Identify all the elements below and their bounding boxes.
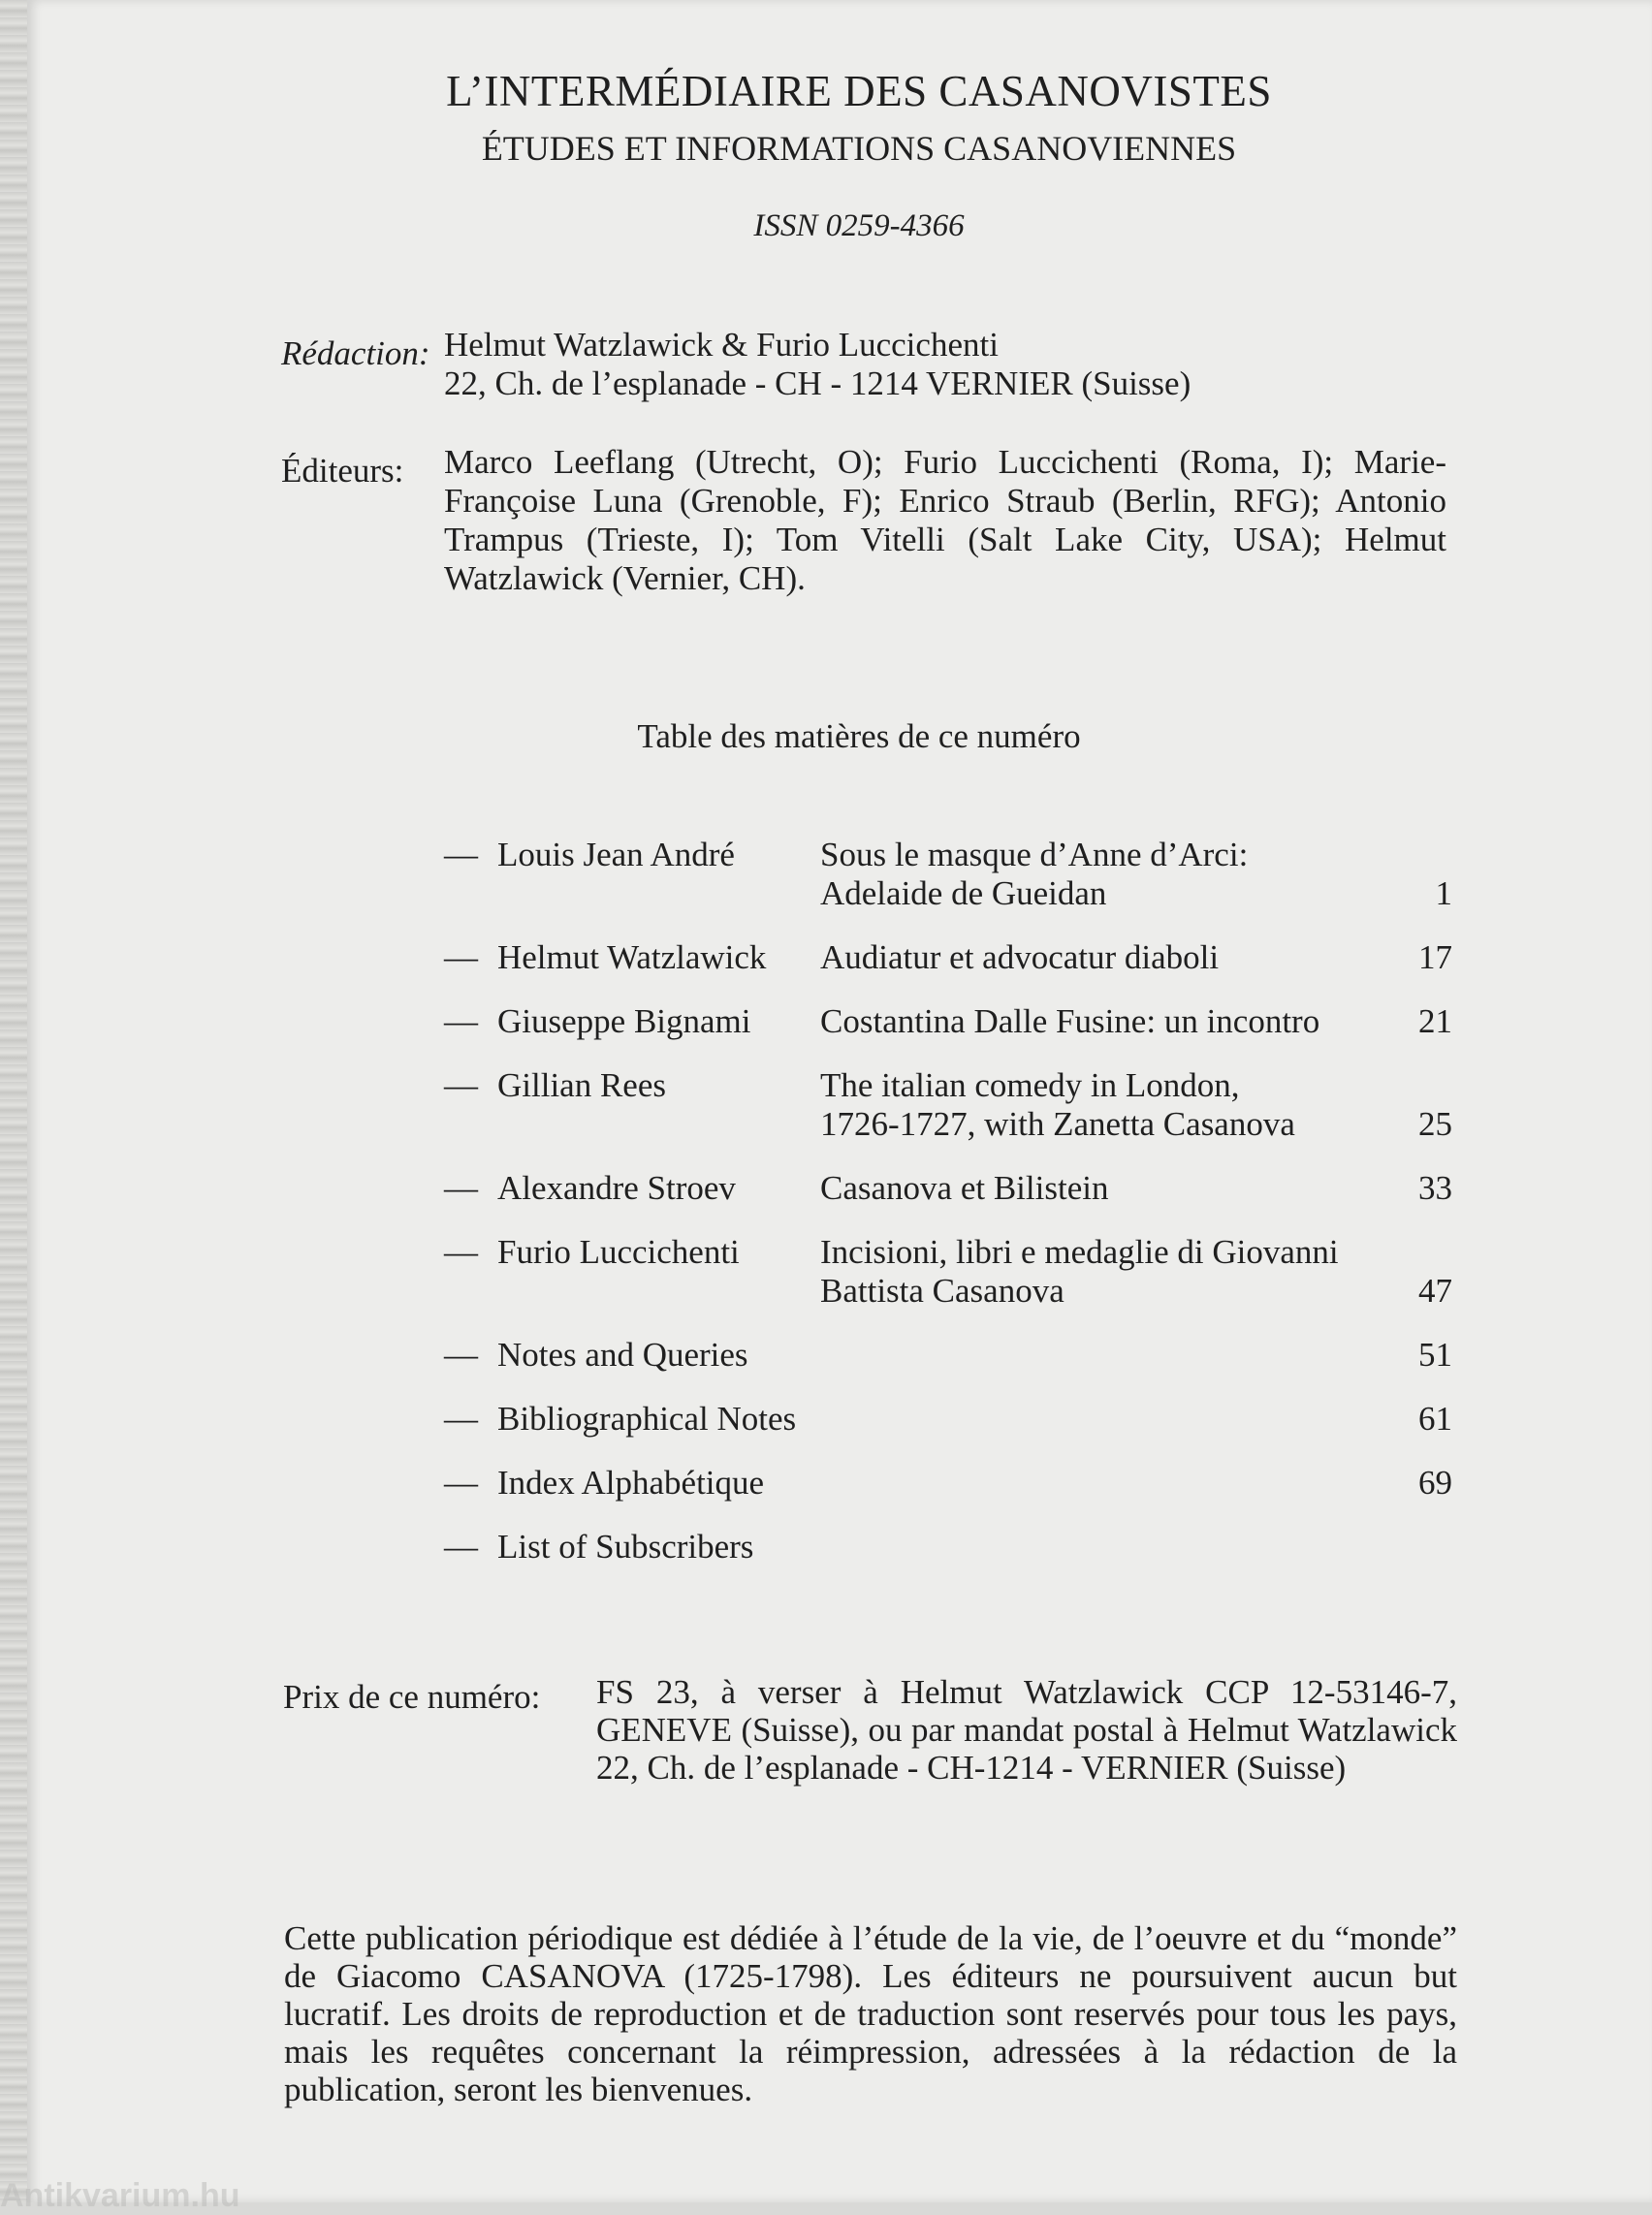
toc-article [820,938,1363,977]
toc-article [820,1169,1363,1208]
toc-dash: — [444,938,478,976]
journal-subtitle: ÉTUDES ET INFORMATIONS CASANOVIENNES [481,129,1237,168]
toc-page-number: 33 [1418,1169,1452,1207]
editeurs-label: Éditeurs: [281,452,404,490]
toc-entry [444,1169,1452,1208]
toc-article-line: Audiatur et advocatur diaboli [820,938,1220,976]
toc-dash: — [444,1528,478,1566]
editeurs-list: Marco Leeflang (Utrecht, O); Furio Luccichenti (Roma, I); Marie-Françoise Luna (Grenoble, F); Enrico Straub (Berlin, RFG); Antonio Trampus (Trieste, I); Tom Vitelli (Salt Lake City, USA); Helmut Watzlawick (Vernier, CH). [444,443,1446,597]
toc-entry [444,1233,1452,1311]
toc-author: Index Alphabétique [497,1464,765,1502]
toc-article [820,836,1363,913]
toc-article [820,1233,1363,1311]
toc-dash: — [444,1002,478,1040]
toc-author: Furio Luccichenti [497,1233,740,1271]
redaction-line-1: Helmut Watzlawick & Furio Luccichenti [444,326,999,364]
toc-article-line: Incisioni, libri e medaglie di Giovanni [820,1233,1339,1271]
prix-label: Prix de ce numéro: [283,1678,541,1716]
toc-article [820,1336,1363,1375]
toc-page-number: 25 [1418,1105,1452,1143]
toc-article-line: 1726-1727, with Zanetta Casanova [820,1105,1295,1143]
redaction-line-2: 22, Ch. de l’esplanade - CH - 1214 VERNIER (Suisse) [444,364,1191,402]
toc-article-line: Adelaide de Gueidan [820,874,1107,912]
toc-article [820,1066,1363,1144]
toc-entry [444,1400,1452,1439]
toc-entry [444,1336,1452,1375]
table-of-contents [444,836,1452,1592]
page-edge [0,0,27,2202]
toc-entry [444,938,1452,977]
toc-author: Giuseppe Bignami [497,1002,751,1040]
toc-entry [444,1066,1452,1144]
issn-number: ISSN 0259-4366 [753,208,965,243]
toc-article-line: Battista Casanova [820,1272,1064,1310]
toc-dash: — [444,1169,478,1207]
watermark: Antikvarium.hu [0,2177,240,2214]
toc-author: Alexandre Stroev [497,1169,736,1207]
toc-author: List of Subscribers [497,1528,754,1566]
toc-article-line: Casanova et Bilistein [820,1169,1109,1207]
toc-article [820,1400,1363,1439]
toc-dash: — [444,1464,478,1502]
toc-dash: — [444,1400,478,1438]
toc-author: Helmut Watzlawick [497,938,767,976]
toc-dash: — [444,1233,478,1271]
toc-author: Gillian Rees [497,1066,666,1104]
toc-dash: — [444,836,478,873]
toc-author: Notes and Queries [497,1336,748,1374]
toc-article [820,1002,1363,1041]
toc-article [820,1528,1363,1566]
toc-page-number: 21 [1418,1002,1452,1040]
toc-article-line: Sous le masque d’Anne d’Arci: [820,836,1249,873]
toc-entry [444,1002,1452,1041]
toc-entry [444,836,1452,913]
toc-dash: — [444,1336,478,1374]
toc-page-number: 1 [1435,874,1452,912]
toc-article [820,1464,1363,1503]
toc-page-number: 61 [1418,1400,1452,1438]
toc-article-line: The italian comedy in London, [820,1066,1240,1104]
journal-title: L’INTERMÉDIAIRE DES CASANOVISTES [446,67,1272,115]
toc-dash: — [444,1066,478,1104]
toc-page-number: 51 [1418,1336,1452,1374]
toc-page-number: 47 [1418,1272,1452,1310]
toc-author: Louis Jean André [497,836,735,873]
prix-text: FS 23, à verser à Helmut Watzlawick CCP 12-53146-7, GENEVE (Suisse), ou par mandat postal à Helmut Watzlawick 22, Ch. de l’esplanade - CH-1214 - VERNIER (Suisse) [596,1673,1457,1787]
toc-article-line: Costantina Dalle Fusine: un incontro [820,1002,1320,1040]
toc-title: Table des matières de ce numéro [637,717,1081,755]
redaction-address [444,326,1452,403]
publication-notice: Cette publication périodique est dédiée à l’étude de la vie, de l’oeuvre et du “monde” de Giacomo CASANOVA (1725-1798). Les éditeurs ne poursuivent aucun but lucratif. Les droits de reproduction et de traduction sont reservés pour tous les pays, mais les requêtes concernant la réimpression, adressées à la rédaction de la publication, seront les bienvenues. [284,1919,1457,2108]
toc-entry [444,1528,1452,1566]
toc-page-number: 17 [1418,938,1452,976]
toc-page-number: 69 [1418,1464,1452,1502]
toc-entry [444,1464,1452,1503]
toc-author: Bibliographical Notes [497,1400,797,1438]
redaction-label: Rédaction: [281,334,430,372]
